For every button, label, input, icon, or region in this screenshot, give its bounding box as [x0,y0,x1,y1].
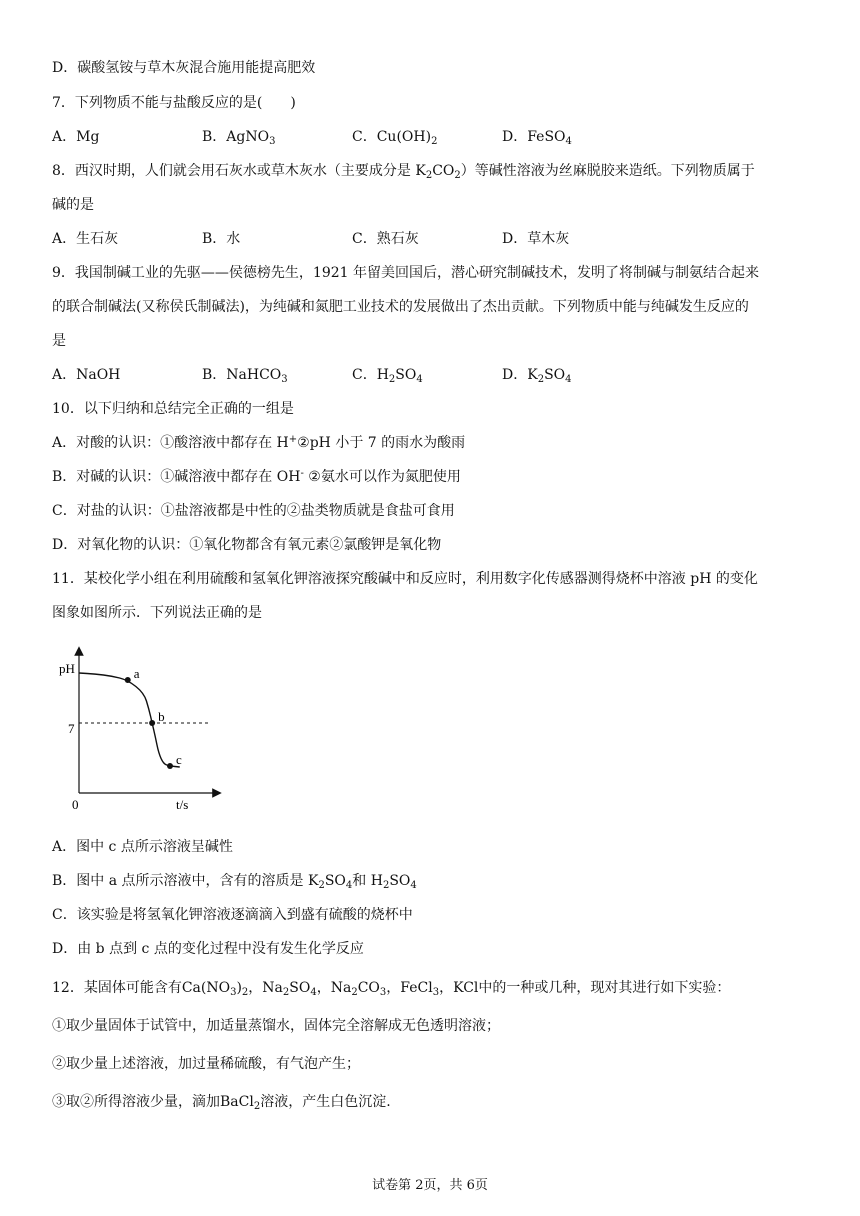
q7-stem: 7．下列物质不能与盐酸反应的是( ) [52,95,296,111]
q10-stem: 10．以下归纳和总结完全正确的一组是 [52,401,294,417]
q9-option-a: A．NaOH [52,367,121,383]
q7-option-d: D．FeSO$_4$ [502,129,572,147]
q7-option-a: A．Mg [52,129,100,145]
q11-stem-line1: 11．某校化学小组在利用硫酸和氢氧化钾溶液探究酸碱中和反应时，利用数字化传感器测得烧杯中溶液 pH 的变化 [52,571,758,587]
q11-option-b: B．图中 a 点所示溶液中，含有的溶质是 $K_2SO_4$和 $H_2SO_4$ [52,873,417,891]
q8-option-a: A．生石灰 [52,231,119,247]
q11-option-c: C．该实验是将氢氧化钾溶液逐滴滴入到盛有硫酸的烧杯中 [52,907,413,923]
q7-option-c: C．$Cu(OH)_2$ [352,129,438,147]
point-c [167,763,173,769]
q10-option-d: D．对氧化物的认识：①氧化物都含有氧元素②氯酸钾是氧化物 [52,537,442,553]
q7-option-b: B．AgNO$_3$ [202,129,276,147]
q9-option-d: D．$K_2SO_4$ [502,367,572,385]
y-tick-label-7: 7 [68,721,75,736]
q6-option-d: D．碳酸氢铵与草木灰混合施用能提高肥效 [52,60,316,76]
point-label-c: c [176,752,182,767]
q8-stem-line2: 碱的是 [52,197,94,213]
ph-chart [55,645,225,815]
q11-option-d: D．由 b 点到 c 点的变化过程中没有发生化学反应 [52,941,364,957]
q8-option-d: D．草木灰 [502,231,570,247]
q12-stem: 12．某固体可能含有$Ca(NO_3)_2$，$Na_2SO_4$，$Na_2CO_3$，FeCl$_3$，KCl中的一种或几种，现对其进行如下实验： [52,980,731,998]
q12-step-3: ③取②所得溶液少量，滴加BaCl$_2$溶液，产生白色沉淀. [52,1094,391,1112]
q10-option-c: C．对盐的认识：①盐溶液都是中性的②盐类物质就是食盐可食用 [52,503,455,519]
ph-curve [79,673,180,767]
q11-stem-line2: 图象如图所示．下列说法正确的是 [52,605,262,621]
q9-options [52,365,812,385]
q8-options [52,229,812,249]
q8-option-c: C．熟石灰 [352,231,419,247]
point-b [149,720,155,726]
q9-stem-line3: 是 [52,333,66,349]
point-a [125,677,131,683]
q12-step-2: ②取少量上述溶液，加过量稀硫酸，有气泡产生； [52,1056,360,1072]
q9-option-c: C．$H_2SO_4$ [352,367,423,385]
y-axis-label: pH [59,661,75,676]
origin-label: 0 [72,797,79,812]
page-footer: 试卷第 2页，共 6页 [372,1178,488,1193]
q10-option-a: A．对酸的认识：①酸溶液中都存在 H+②pH 小于 7 的雨水为酸雨 [52,434,466,451]
q9-stem-line2: 的联合制碱法(又称侯氏制碱法)，为纯碱和氮肥工业技术的发展做出了杰出贡献。下列物质中能与纯碱发生反应的 [52,299,749,315]
x-axis-label: t/s [176,797,189,812]
q8-option-b: B．水 [202,231,241,247]
q12-step-1: ①取少量固体于试管中，加适量蒸馏水，固体完全溶解成无色透明溶液； [52,1018,500,1034]
q9-option-b: B．NaHCO$_3$ [202,367,288,385]
q8-stem: 8．西汉时期，人们就会用石灰水或草木灰水（主要成分是 $K_2CO_2$）等碱性溶液为丝麻脱胶来造纸。下列物质属于 [52,163,755,181]
q9-stem-line1: 9．我国制碱工业的先驱——侯德榜先生，1921 年留美回国后，潜心研究制碱技术，发明了将制碱与制氨结合起来 [52,265,759,281]
q7-options [52,127,812,147]
q11-option-a: A．图中 c 点所示溶液呈碱性 [52,839,233,855]
point-label-b: b [158,709,165,724]
q10-option-b: B．对碱的认识：①碱溶液中都存在 OH- ②氨水可以作为氮肥使用 [52,468,461,485]
point-label-a: a [133,666,140,681]
